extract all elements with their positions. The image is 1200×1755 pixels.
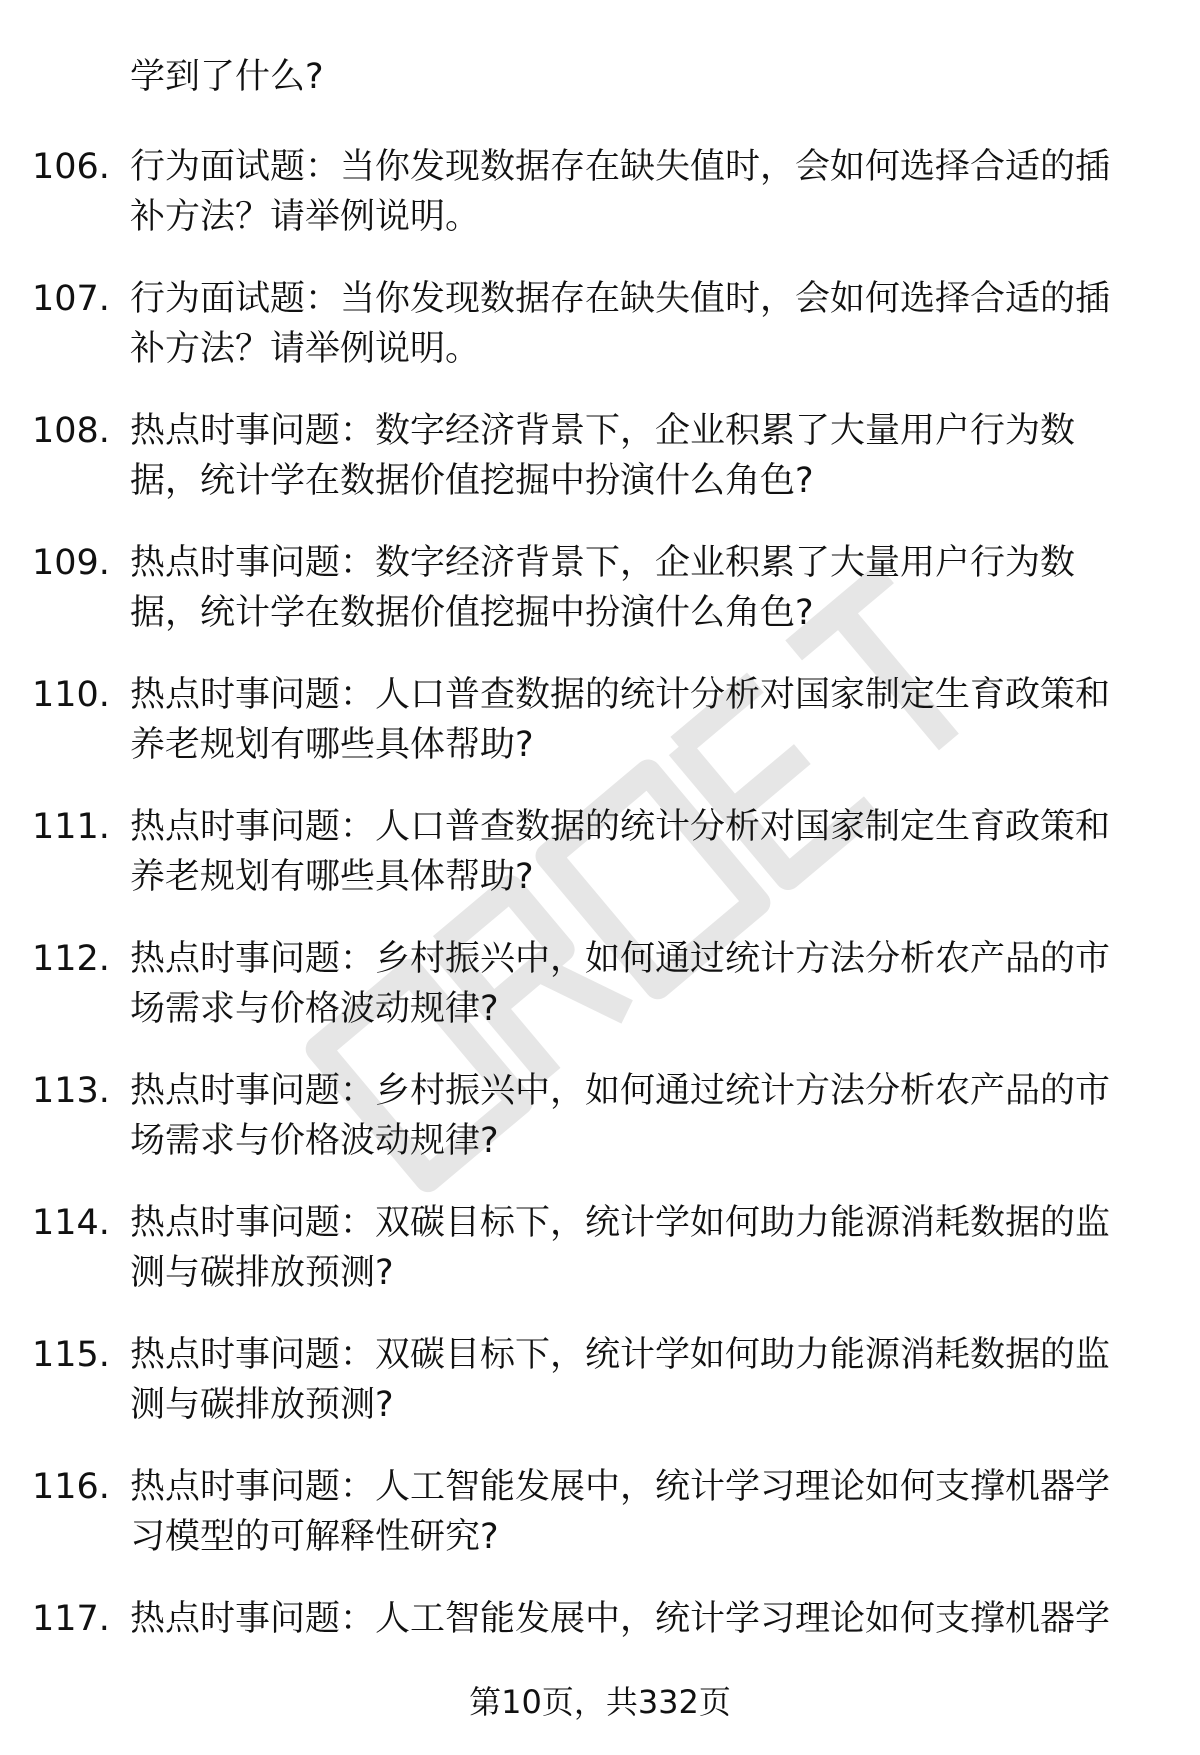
- question-text-line: 热点时事问题：人工智能发展中，统计学习理论如何支撑机器学: [130, 1467, 1111, 1507]
- question-text-line: 习模型的可解释性研究?: [130, 1517, 499, 1557]
- question-item: [0, 538, 1200, 670]
- question-item: [0, 670, 1200, 802]
- question-text-line: 场需求与价格波动规律?: [130, 1121, 499, 1161]
- question-number: 117.: [32, 1599, 110, 1639]
- question-text-line: 场需求与价格波动规律?: [130, 989, 499, 1029]
- question-text-line: 补方法？请举例说明。: [130, 329, 481, 369]
- question-text-line: 热点时事问题：人工智能发展中，统计学习理论如何支撑机器学: [130, 1599, 1111, 1639]
- question-item: [0, 142, 1200, 274]
- question-item: [0, 406, 1200, 538]
- question-text-line: 养老规划有哪些具体帮助?: [130, 725, 534, 765]
- question-number: 115.: [32, 1335, 110, 1375]
- question-text-line: 测与碳排放预测?: [130, 1253, 394, 1293]
- question-number: 113.: [32, 1071, 110, 1111]
- question-item: [0, 1462, 1200, 1594]
- continuation-text: 学到了什么?: [130, 57, 324, 97]
- question-item: [0, 1066, 1200, 1198]
- question-number: 107.: [32, 279, 110, 319]
- question-text-line: 热点时事问题：人口普查数据的统计分析对国家制定生育政策和: [130, 807, 1111, 847]
- question-text-line: 热点时事问题：数字经济背景下，企业积累了大量用户行为数: [130, 411, 1076, 451]
- question-text-line: 据，统计学在数据价值挖掘中扮演什么角色?: [130, 593, 814, 633]
- question-text-line: 热点时事问题：乡村振兴中，如何通过统计方法分析农产品的市: [130, 939, 1111, 979]
- question-number: 112.: [32, 939, 110, 979]
- question-text-line: 热点时事问题：人口普查数据的统计分析对国家制定生育政策和: [130, 675, 1111, 715]
- question-text-line: 行为面试题：当你发现数据存在缺失值时，会如何选择合适的插: [130, 279, 1111, 319]
- question-text-line: 行为面试题：当你发现数据存在缺失值时，会如何选择合适的插: [130, 147, 1111, 187]
- question-text-line: 热点时事问题：双碳目标下，统计学如何助力能源消耗数据的监: [130, 1335, 1111, 1375]
- question-text-line: 补方法？请举例说明。: [130, 197, 481, 237]
- question-text-line: 热点时事问题：乡村振兴中，如何通过统计方法分析农产品的市: [130, 1071, 1111, 1111]
- question-text-line: 热点时事问题：数字经济背景下，企业积累了大量用户行为数: [130, 543, 1076, 583]
- question-number: 111.: [32, 807, 110, 847]
- question-item: [0, 1198, 1200, 1330]
- question-number: 109.: [32, 543, 110, 583]
- question-item: [0, 1330, 1200, 1462]
- question-text-line: 养老规划有哪些具体帮助?: [130, 857, 534, 897]
- question-number: 108.: [32, 411, 110, 451]
- question-list: [0, 142, 1200, 1726]
- question-item: [0, 274, 1200, 406]
- question-item: [0, 934, 1200, 1066]
- question-text-line: 热点时事问题：双碳目标下，统计学如何助力能源消耗数据的监: [130, 1203, 1111, 1243]
- question-number: 114.: [32, 1203, 110, 1243]
- question-number: 116.: [32, 1467, 110, 1507]
- question-item: [0, 802, 1200, 934]
- question-number: 110.: [32, 675, 110, 715]
- question-text-line: 测与碳排放预测?: [130, 1385, 394, 1425]
- question-text-line: 据，统计学在数据价值挖掘中扮演什么角色?: [130, 461, 814, 501]
- page-footer: 第10页，共332页: [469, 1683, 731, 1721]
- question-number: 106.: [32, 147, 110, 187]
